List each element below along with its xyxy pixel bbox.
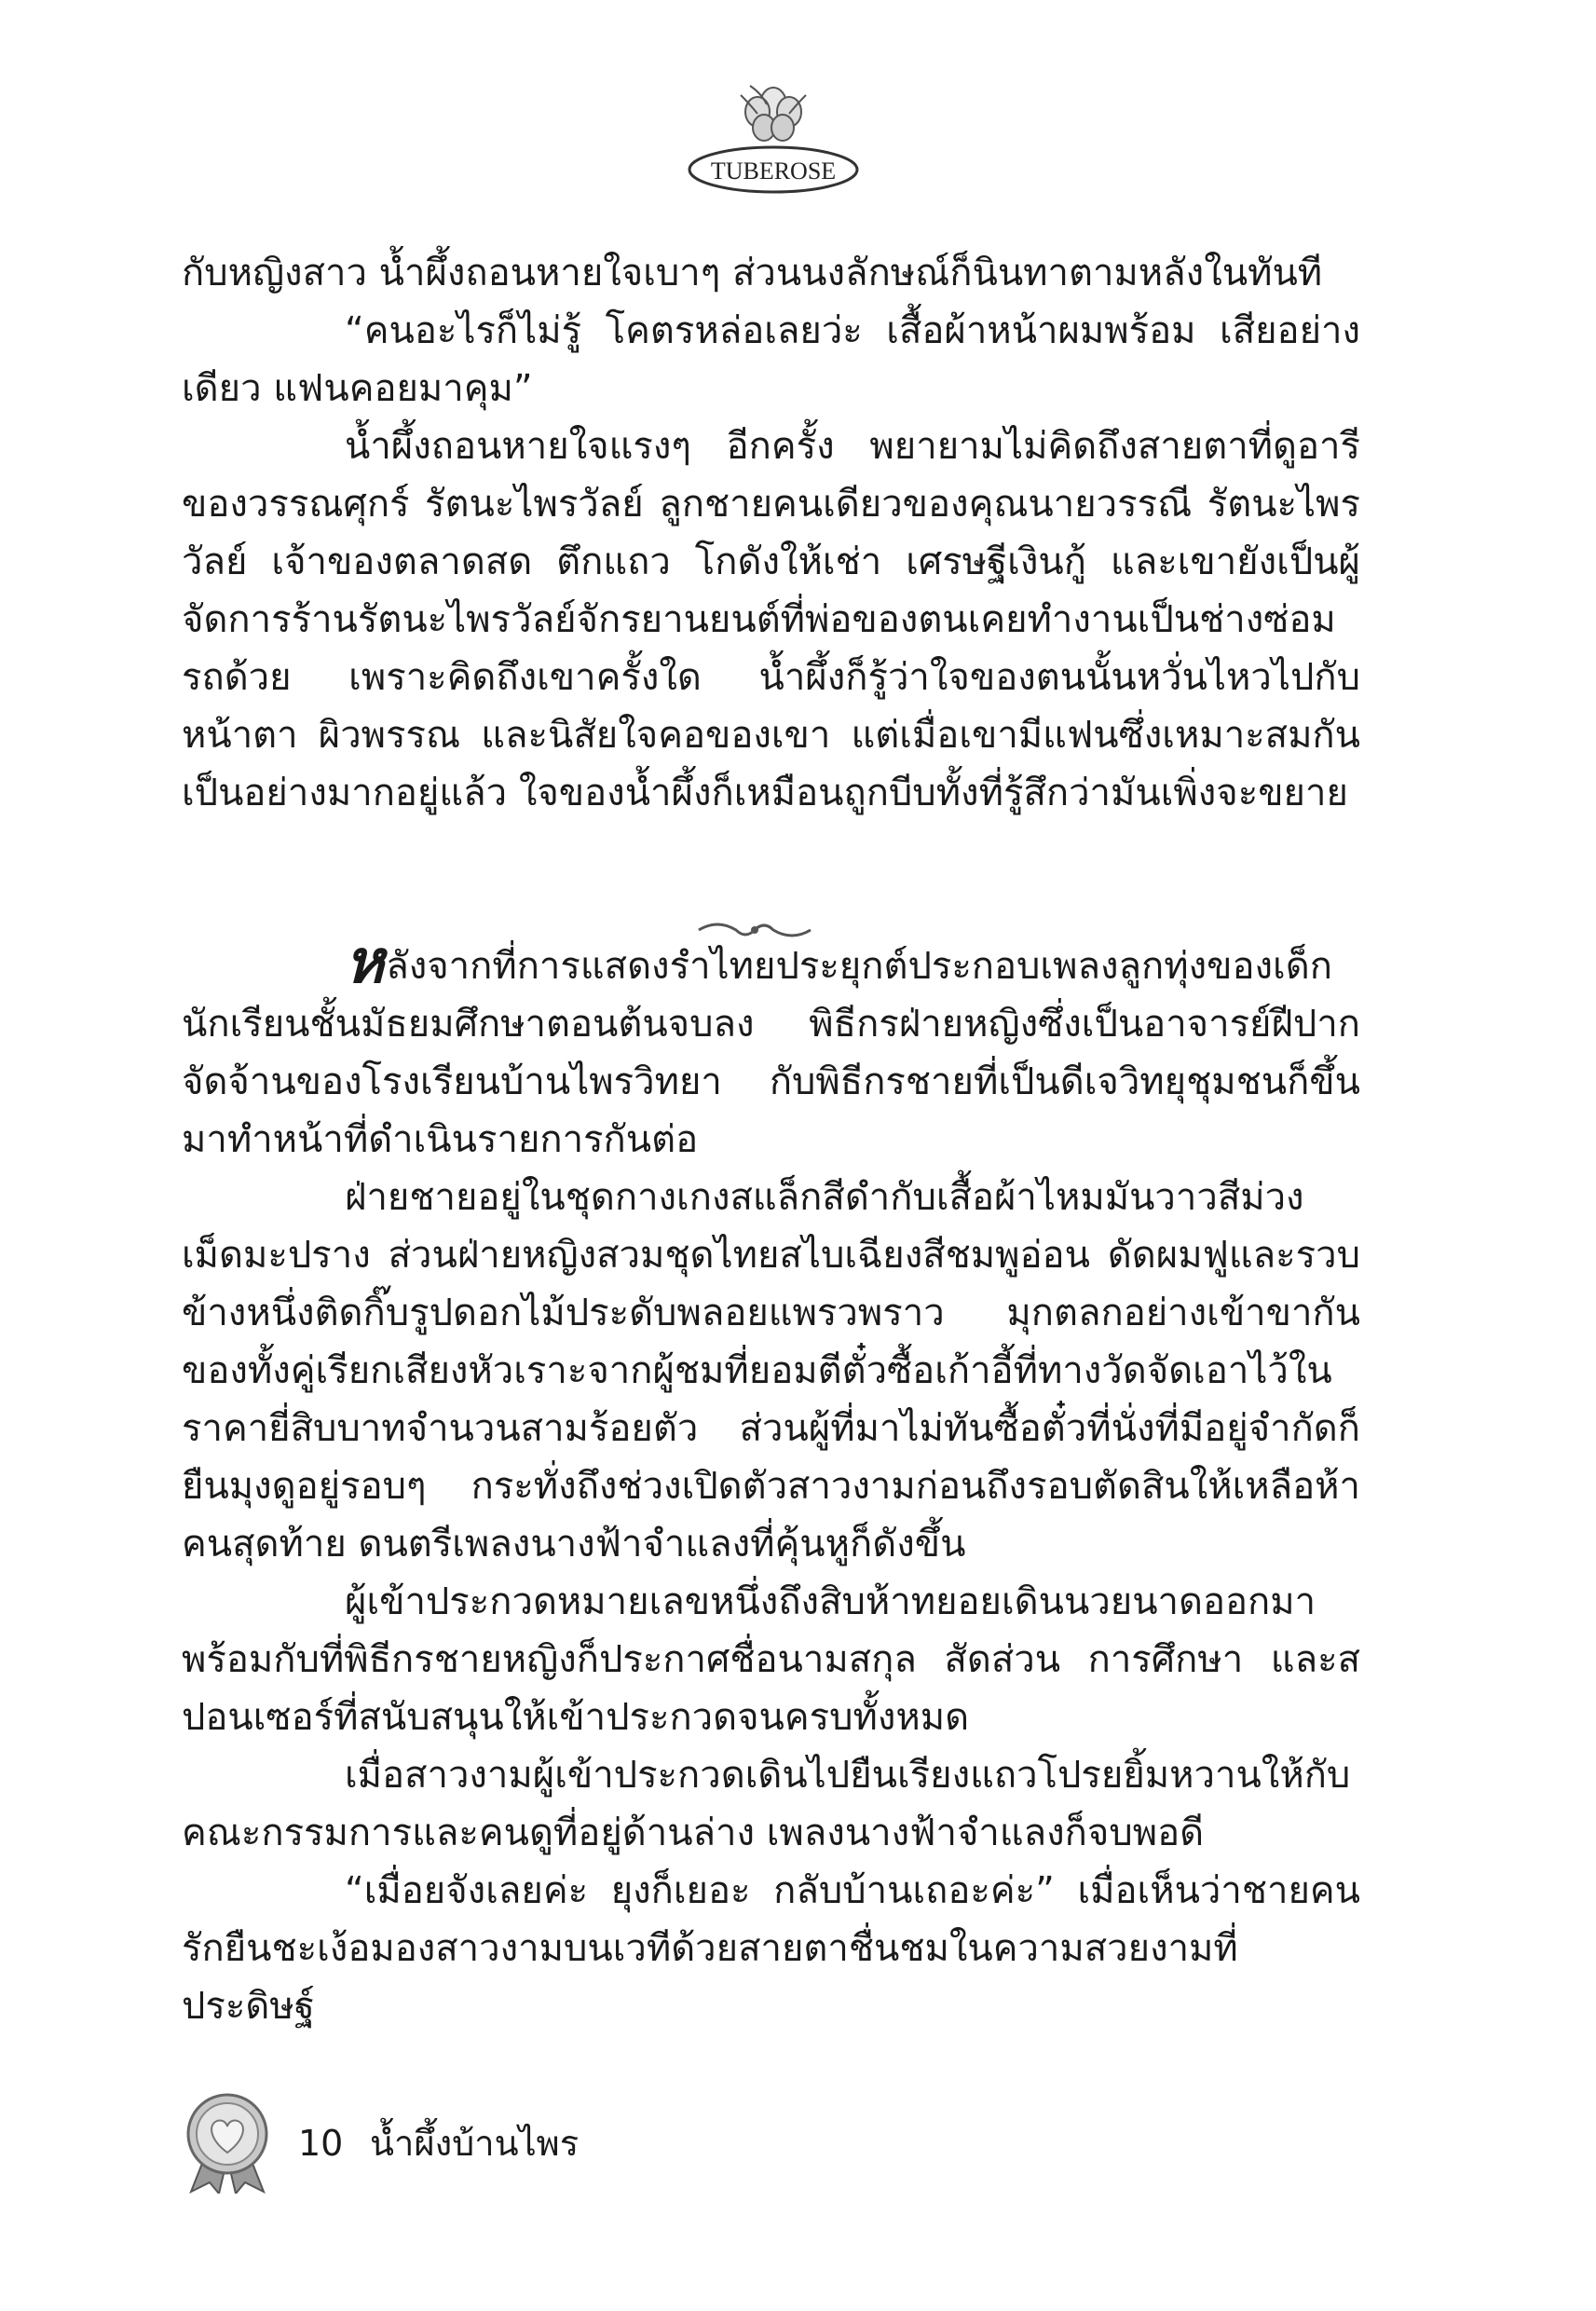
page-footer [172, 2091, 731, 2194]
logo-text: TUBEROSE [710, 157, 837, 185]
paragraph: เมื่อสาวงามผู้เข้าประกวดเดินไปยืนเรียงแถวโปรยยิ้มหวานให้กับคณะกรรมการและคนดูที่อยู่ด้านล่าง เพลงนางฟ้าจำแลงก็จบพอดี [182, 1754, 1351, 1854]
page-number: 10 [298, 2123, 344, 2164]
drop-cap: ห [345, 927, 385, 997]
paragraph: ผู้เข้าประกวดหมายเลขหนึ่งถึงสิบห้าทยอยเดินนวยนาดออกมาพร้อมกับที่พิธีกรชายหญิงก็ประกาศชื่อนามสกุล สัดส่วน การศึกษา และสปอนเซอร์ที่สนับสนุนให้เข้าประกวดจนครบทั้งหมด [182, 1580, 1360, 1739]
heart-ribbon-badge-icon [172, 2091, 282, 2194]
book-title: น้ำผึ้งบ้านไพร [370, 2123, 580, 2164]
tuberose-logo [685, 76, 862, 196]
section-lead-paragraph [182, 927, 1360, 1169]
ornament-divider [694, 911, 815, 949]
paragraph: “เมื่อยจังเลยค่ะ ยุงก็เยอะ กลับบ้านเถอะค่ะ” เมื่อเห็นว่าชายคนรักยืนชะเง้อมองสาวงามบนเวทีด้วยสายตาชื่นชมในความสวยงามที่ประดิษฐ์ [182, 1869, 1360, 2028]
page-body [182, 244, 1360, 2035]
paragraph: กับหญิงสาว น้ำผึ้งถอนหายใจเบาๆ ส่วนนงลักษณ์ก็นินทาตามหลังในทันที [182, 252, 1323, 294]
paragraph: “คนอะไรก็ไม่รู้ โคตรหล่อเลยว่ะ เสื้อผ้าหน้าผมพร้อม เสียอย่างเดียว แฟนคอยมาคุม” [182, 309, 1360, 410]
flower-icon [685, 76, 862, 196]
lead-text: ลังจากที่การแสดงรำไทยประยุกต์ประกอบเพลงลูกทุ่งของเด็กนักเรียนชั้นมัธยมศึกษาตอนต้นจบลง พิธีกรฝ่ายหญิงซึ่งเป็นอาจารย์ฝีปากจัดจ้านของโรงเรียนบ้านไพรวิทยา กับพิธีกรชายที่เป็นดีเจวิทยุชุมชนก็ขึ้นมาทำหน้าที่ดำเนินรายการกันต่อ [182, 945, 1360, 1161]
paragraph: ฝ่ายชายอยู่ในชุดกางเกงสแล็กสีดำกับเสื้อผ้าไหมมันวาวสีม่วงเม็ดมะปราง ส่วนฝ่ายหญิงสวมชุดไทยสไบเฉียงสีชมพูอ่อน ดัดผมฟูและรวบข้างหนึ่งติดกิ๊บรูปดอกไม้ประดับพลอยแพรวพราว มุกตลกอย่างเข้าขากันของทั้งคู่เรียกเสียงหัวเราะจากผู้ชมที่ยอมตีตั๋วซื้อเก้าอี้ที่ทางวัดจัดเอาไว้ในราคายี่สิบบาทจำนวนสามร้อยตัว ส่วนผู้ที่มาไม่ทันซื้อตั๋วที่นั่งที่มีอยู่จำกัดก็ยืนมุงดูอยู่รอบๆ กระทั่งถึงช่วงเปิดตัวสาวงามก่อนถึงรอบตัดสินให้เหลือห้าคนสุดท้าย ดนตรีเพลงนางฟ้าจำแลงที่คุ้นหูก็ดังขึ้น [182, 1176, 1360, 1566]
paragraph: น้ำผึ้งถอนหายใจแรงๆ อีกครั้ง พยายามไม่คิดถึงสายตาที่ดูอารีของวรรณศุกร์ รัตนะไพรวัลย์ ลูกชายคนเดียวของคุณนายวรรณี รัตนะไพรวัลย์ เจ้าของตลาดสด ตึกแถว โกดังให้เช่า เศรษฐีเงินกู้ และเขายังเป็นผู้จัดการร้านรัตนะไพรวัลย์จักรยานยนต์ที่พ่อของตนเคยทำงานเป็นช่างซ่อมรถด้วย เพราะคิดถึงเขาครั้งใด น้ำผึ้งก็รู้ว่าใจของตนนั้นหวั่นไหวไปกับหน้าตา ผิวพรรณ และนิสัยใจคอของเขา แต่เมื่อเขามีแฟนซึ่งเหมาะสมกันเป็นอย่างมากอยู่แล้ว ใจของน้ำผึ้งก็เหมือนถูกบีบทั้งที่รู้สึกว่ามันเพิ่งจะขยาย [182, 425, 1360, 814]
